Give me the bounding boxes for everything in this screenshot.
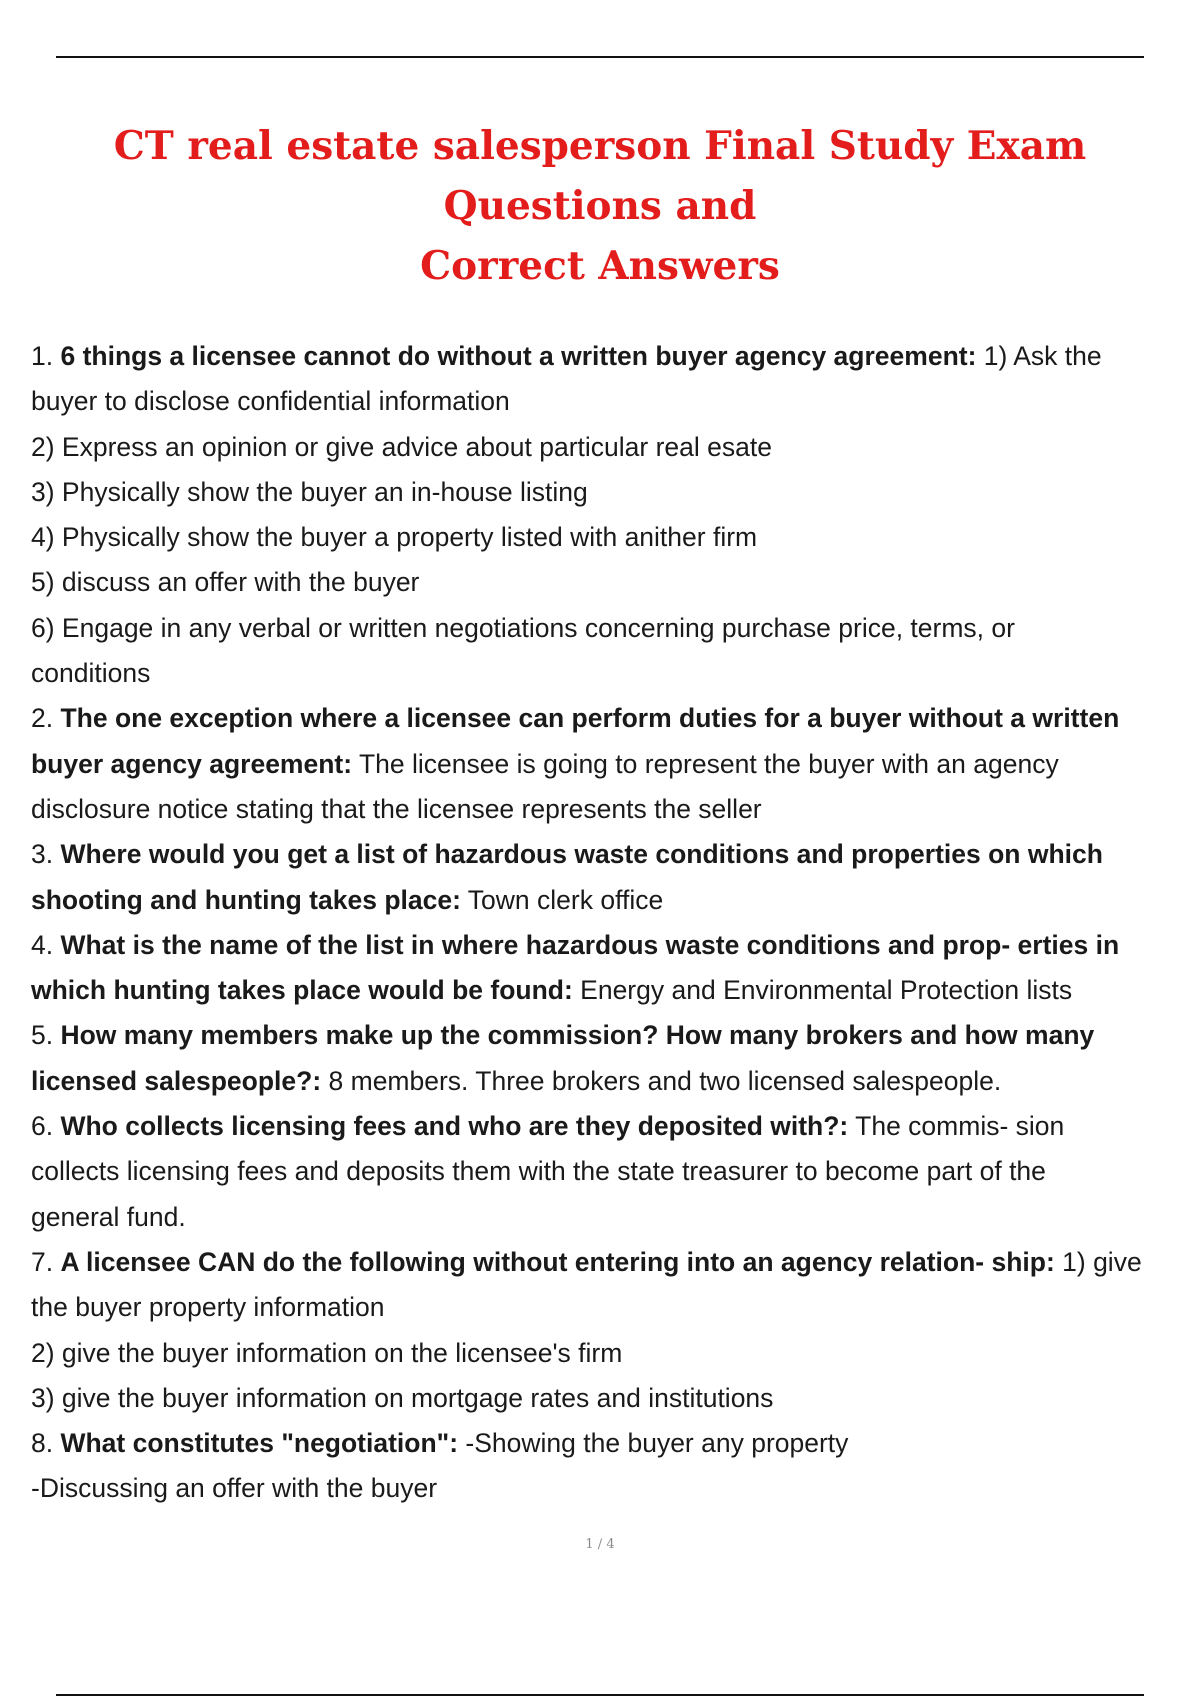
qa-item-2 [31, 696, 1200, 741]
page-title [0, 116, 1200, 296]
qa-item-7 [31, 1240, 1200, 1285]
qa-item-3 [31, 832, 1200, 877]
qa-item-2-cont [31, 742, 1200, 787]
qa-item-4-cont [31, 968, 1200, 1013]
question-text: buyer agency agreement: [31, 748, 353, 779]
question-text: Where would you get a list of hazardous waste conditions and properties on which [60, 839, 1103, 870]
item-number: 2. [31, 703, 54, 734]
answer-line: buyer to disclose confidential information [31, 386, 510, 417]
question-text: A licensee CAN do the following without entering into an agency relation- ship: [60, 1246, 1055, 1277]
answer-line: the buyer property information [31, 1292, 385, 1323]
answer-text: -Showing the buyer any property [458, 1428, 849, 1459]
qa-item-1 [31, 334, 1200, 379]
answer-line: 6) Engage in any verbal or written negotiations concerning purchase price, terms, or [31, 612, 1015, 643]
item-number: 7. [31, 1246, 54, 1277]
answer-line: 5) discuss an offer with the buyer [31, 567, 420, 598]
answer-text: Town clerk office [460, 884, 664, 915]
qa-item-5-cont [31, 1059, 1200, 1104]
qa-item-6 [31, 1104, 1200, 1149]
answer-line: conditions [31, 658, 151, 689]
answer-text: 1) Ask the [976, 341, 1102, 371]
answer-line: 2) Express an opinion or give advice about particular real esate [31, 431, 772, 462]
answer-line: 3) give the buyer information on mortgage rates and institutions [31, 1382, 774, 1413]
question-text: The one exception where a licensee can perform duties for a buyer without a written [60, 703, 1120, 734]
question-text: Who collects licensing fees and who are they deposited with?: [60, 1111, 849, 1142]
item-number: 8. [31, 1428, 54, 1459]
question-text: which hunting takes place would be found: [31, 975, 573, 1006]
title-line-2: Correct Answers [420, 243, 780, 289]
question-text: What is the name of the list in where hazardous waste conditions and prop- erties in [60, 929, 1120, 960]
page-number: 1 / 4 [585, 1537, 615, 1552]
qa-list [31, 334, 1200, 1512]
item-number: 6. [31, 1111, 54, 1142]
answer-line: 3) Physically show the buyer an in-house listing [31, 476, 588, 507]
answer-line: -Discussing an offer with the buyer [31, 1473, 438, 1504]
bottom-rule [56, 1694, 1144, 1696]
question-text: 6 things a licensee cannot do without a written buyer agency agreement: [60, 341, 977, 371]
answer-line: general fund. [31, 1201, 186, 1232]
question-text: What constitutes "negotiation": [60, 1428, 459, 1459]
title-line-1: CT real estate salesperson Final Study Exam Questions and [113, 123, 1087, 229]
top-rule [56, 56, 1144, 58]
question-text: How many members make up the commission? How many brokers and how many [60, 1020, 1095, 1051]
answer-line: disclosure notice stating that the licensee represents the seller [31, 793, 762, 824]
item-number: 3. [31, 839, 54, 870]
answer-text: The commis- sion [848, 1111, 1065, 1142]
qa-item-3-cont [31, 878, 1200, 923]
answer-line: 2) give the buyer information on the licensee's firm [31, 1337, 623, 1368]
question-text: licensed salespeople?: [31, 1065, 322, 1096]
question-text: shooting and hunting takes place: [31, 884, 461, 915]
qa-item-8 [31, 1421, 1200, 1466]
item-number: 1. [31, 341, 54, 371]
answer-text: 8 members. Three brokers and two licensed salespeople. [321, 1065, 1002, 1096]
item-number: 5. [31, 1020, 54, 1051]
qa-item-4 [31, 923, 1200, 968]
answer-text: Energy and Environmental Protection lists [572, 975, 1073, 1006]
item-number: 4. [31, 929, 54, 960]
answer-text: The licensee is going to represent the buyer with an agency [352, 748, 1059, 779]
qa-item-5 [31, 1013, 1200, 1058]
answer-text: 1) give [1054, 1246, 1142, 1277]
answer-line: 4) Physically show the buyer a property listed with anither firm [31, 522, 758, 553]
answer-line: collects licensing fees and deposits them with the state treasurer to become part of the [31, 1156, 1046, 1187]
